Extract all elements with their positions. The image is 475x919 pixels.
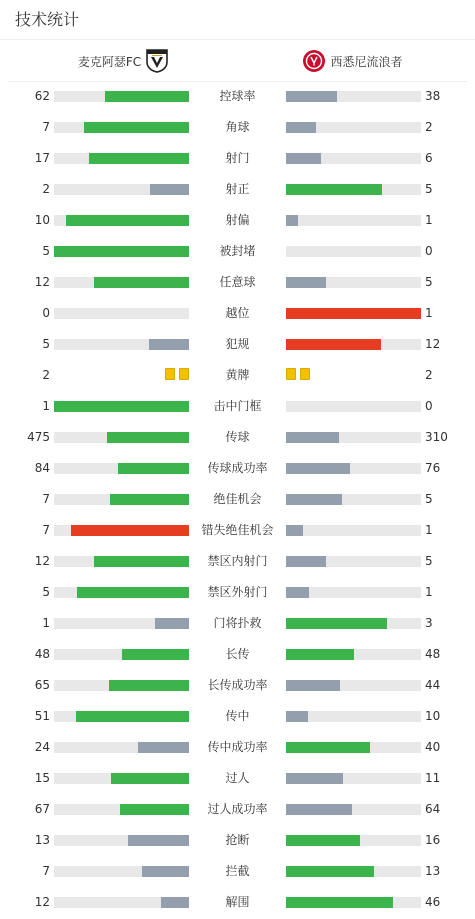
stat-label: 射门: [225, 151, 250, 165]
away-stat-bar-fill: [286, 556, 326, 567]
home-value: 2: [42, 368, 50, 382]
away-stat-bar-fill: [286, 804, 352, 815]
home-stat-bar: [54, 432, 189, 443]
home-stat-bar-fill: [89, 153, 189, 164]
away-stat-bar-fill: [286, 649, 354, 660]
home-stat-bar-fill: [71, 525, 189, 536]
home-stat-bar: [54, 649, 189, 660]
away-stat-bar: [286, 835, 421, 846]
away-stat-bar: [286, 587, 421, 598]
away-value: 46: [425, 895, 441, 909]
stat-row: [0, 670, 475, 701]
away-stat-bar-fill: [286, 773, 343, 784]
page-title: 技术统计: [0, 0, 475, 40]
home-stat-bar: [54, 525, 189, 536]
away-value: 16: [425, 833, 441, 847]
home-stat-bar-fill: [54, 246, 189, 257]
home-stat-bar: [54, 401, 189, 412]
home-stat-bar: [54, 91, 189, 102]
away-stat-bar: [286, 277, 421, 288]
stat-label: 击中门框: [213, 399, 262, 413]
home-value: 48: [34, 647, 50, 661]
stat-row: [0, 546, 475, 577]
away-value: 5: [425, 182, 433, 196]
stat-row: [0, 484, 475, 515]
stat-row: [0, 608, 475, 639]
stat-label: 黄牌: [225, 368, 250, 382]
home-stat-bar: [54, 122, 189, 133]
stat-row: [0, 701, 475, 732]
away-stat-bar: [286, 525, 421, 536]
home-value: 1: [42, 616, 50, 630]
home-value: 62: [34, 89, 50, 103]
stat-label: 角球: [225, 120, 250, 134]
away-stat-bar: [286, 308, 421, 319]
away-team-crest-icon: [302, 49, 326, 73]
home-stat-bar-fill: [109, 680, 190, 691]
stat-row: [0, 453, 475, 484]
home-value: 24: [34, 740, 50, 754]
home-stat-bar: [54, 587, 189, 598]
home-stat-bar: [54, 184, 189, 195]
away-value: 12: [425, 337, 441, 351]
home-value: 5: [42, 337, 50, 351]
away-stat-bar: [286, 432, 421, 443]
home-stat-bar: [54, 866, 189, 877]
away-value: 2: [425, 120, 433, 134]
home-value: 51: [34, 709, 50, 723]
stat-row: [0, 205, 475, 236]
home-value: 10: [34, 213, 50, 227]
home-value: 0: [42, 306, 50, 320]
stat-row: [0, 577, 475, 608]
stat-label: 传中: [225, 709, 250, 723]
away-value: 13: [425, 864, 441, 878]
away-stat-bar: [286, 680, 421, 691]
away-stat-bar-fill: [286, 463, 350, 474]
stat-row: [0, 856, 475, 887]
home-stat-bar-fill: [107, 432, 189, 443]
home-stat-bar-fill: [142, 866, 189, 877]
home-value: 7: [42, 492, 50, 506]
stat-row: [0, 391, 475, 422]
stat-row: [0, 236, 475, 267]
away-value: 5: [425, 554, 433, 568]
home-value: 7: [42, 120, 50, 134]
home-stat-bar-fill: [66, 215, 189, 226]
away-stat-bar: [286, 463, 421, 474]
away-team-name: 西悉尼流浪者: [330, 54, 403, 69]
away-value: 40: [425, 740, 441, 754]
away-value: 1: [425, 523, 433, 537]
yellow-card-icon: [179, 368, 189, 380]
away-stat-bar-fill: [286, 308, 421, 319]
home-stat-bar: [54, 246, 189, 257]
home-stat-bar: [54, 153, 189, 164]
home-value: 12: [34, 554, 50, 568]
away-value: 0: [425, 399, 433, 413]
home-stat-bar: [54, 680, 189, 691]
home-stat-bar-fill: [138, 742, 189, 753]
stat-label: 传中成功率: [207, 740, 268, 754]
away-value: 6: [425, 151, 433, 165]
away-stat-bar: [286, 866, 421, 877]
home-stat-bar-fill: [105, 91, 189, 102]
teams-header: [8, 41, 467, 82]
stat-row: [0, 112, 475, 143]
away-team[interactable]: [238, 41, 467, 81]
away-value: 38: [425, 89, 441, 103]
stat-label: 控球率: [219, 89, 256, 103]
away-value: 310: [425, 430, 448, 444]
stat-label: 射偏: [225, 213, 250, 227]
home-value: 13: [34, 833, 50, 847]
home-stat-bar-fill: [111, 773, 189, 784]
stat-row: [0, 794, 475, 825]
stat-label: 犯规: [225, 337, 250, 351]
stat-label: 任意球: [219, 275, 256, 289]
stat-row: [0, 329, 475, 360]
home-stat-bar-fill: [77, 587, 190, 598]
home-stat-bar: [54, 835, 189, 846]
stat-row: [0, 422, 475, 453]
home-stat-bar-fill: [94, 277, 189, 288]
home-stat-bar-fill: [150, 184, 189, 195]
home-value: 1: [42, 399, 50, 413]
away-stat-bar: [286, 184, 421, 195]
stat-label: 越位: [225, 306, 250, 320]
away-value: 1: [425, 585, 433, 599]
home-stat-bar: [54, 494, 189, 505]
home-stat-bar-fill: [122, 649, 190, 660]
away-stat-bar: [286, 91, 421, 102]
home-stat-bar-fill: [76, 711, 189, 722]
home-stat-bar-fill: [128, 835, 189, 846]
away-stat-bar: [286, 215, 421, 226]
home-value: 15: [34, 771, 50, 785]
home-stat-bar: [54, 711, 189, 722]
away-stat-bar: [286, 804, 421, 815]
home-stat-bar-fill: [94, 556, 189, 567]
stat-label: 抢断: [225, 833, 250, 847]
away-stat-bar-fill: [286, 122, 316, 133]
stat-label: 传球: [225, 430, 250, 444]
away-value: 3: [425, 616, 433, 630]
stat-label: 拦截: [225, 864, 250, 878]
stat-label: 错失绝佳机会: [201, 523, 274, 537]
stat-label: 门将扑救: [213, 616, 262, 630]
stats-list: [0, 81, 475, 918]
away-stat-bar-fill: [286, 91, 337, 102]
home-stat-bar: [54, 339, 189, 350]
away-yellow-cards: [286, 368, 310, 380]
home-stat-bar-fill: [54, 401, 189, 412]
stat-label: 过人: [225, 771, 250, 785]
away-stat-bar: [286, 711, 421, 722]
stat-row: [0, 81, 475, 112]
away-stat-bar: [286, 122, 421, 133]
away-value: 1: [425, 213, 433, 227]
stat-label: 禁区内射门: [207, 554, 268, 568]
away-stat-bar-fill: [286, 680, 340, 691]
away-stat-bar-fill: [286, 742, 370, 753]
away-stat-bar: [286, 494, 421, 505]
away-stat-bar-fill: [286, 494, 342, 505]
away-stat-bar-fill: [286, 277, 326, 288]
away-stat-bar-fill: [286, 215, 298, 226]
away-stat-bar-fill: [286, 618, 387, 629]
yellow-card-icon: [286, 368, 296, 380]
stat-row: [0, 825, 475, 856]
home-value: 7: [42, 523, 50, 537]
yellow-card-icon: [300, 368, 310, 380]
home-stat-bar-fill: [120, 804, 189, 815]
stat-label: 绝佳机会: [213, 492, 262, 506]
away-stat-bar: [286, 649, 421, 660]
home-value: 67: [34, 802, 50, 816]
stat-label: 长传成功率: [207, 678, 268, 692]
stat-row: [0, 639, 475, 670]
away-value: 5: [425, 492, 433, 506]
stat-row: [0, 763, 475, 794]
stat-row: [0, 298, 475, 329]
stat-label: 射正: [225, 182, 250, 196]
stat-row: [0, 174, 475, 205]
home-value: 5: [42, 585, 50, 599]
home-team[interactable]: [8, 41, 238, 81]
away-stat-bar-fill: [286, 587, 309, 598]
stat-row: [0, 267, 475, 298]
away-stat-bar-fill: [286, 897, 393, 908]
home-value: 475: [27, 430, 50, 444]
away-stat-bar: [286, 618, 421, 629]
yellow-card-icon: [165, 368, 175, 380]
away-stat-bar-fill: [286, 432, 339, 443]
home-stat-bar-fill: [149, 339, 189, 350]
away-value: 5: [425, 275, 433, 289]
home-stat-bar-fill: [155, 618, 189, 629]
away-stat-bar: [286, 897, 421, 908]
home-stat-bar: [54, 556, 189, 567]
home-yellow-cards: [165, 368, 189, 380]
away-stat-bar: [286, 401, 421, 412]
home-value: 17: [34, 151, 50, 165]
home-value: 12: [34, 895, 50, 909]
stat-label: 被封堵: [219, 244, 256, 258]
away-value: 2: [425, 368, 433, 382]
home-stat-bar: [54, 618, 189, 629]
away-value: 48: [425, 647, 441, 661]
away-stat-bar: [286, 556, 421, 567]
away-value: 64: [425, 802, 441, 816]
home-team-name: 麦克阿瑟FC: [77, 54, 142, 69]
home-value: 12: [34, 275, 50, 289]
home-stat-bar-fill: [118, 463, 189, 474]
stat-label: 长传: [225, 647, 250, 661]
home-stat-bar-fill: [84, 122, 189, 133]
stat-label: 传球成功率: [207, 461, 268, 475]
away-value: 11: [425, 771, 441, 785]
home-value: 84: [34, 461, 50, 475]
home-value: 7: [42, 864, 50, 878]
away-value: 76: [425, 461, 441, 475]
home-stat-bar: [54, 742, 189, 753]
away-value: 0: [425, 244, 433, 258]
stat-row: [0, 887, 475, 918]
stat-row: [0, 515, 475, 546]
away-stat-bar: [286, 773, 421, 784]
home-stat-bar-fill: [110, 494, 189, 505]
away-stat-bar-fill: [286, 711, 308, 722]
away-value: 1: [425, 306, 433, 320]
away-stat-bar: [286, 153, 421, 164]
away-stat-bar-fill: [286, 835, 360, 846]
stat-row: [0, 732, 475, 763]
away-value: 44: [425, 678, 441, 692]
home-stat-bar: [54, 804, 189, 815]
home-stat-bar: [54, 277, 189, 288]
away-stat-bar: [286, 246, 421, 257]
stat-label: 解围: [225, 895, 250, 909]
away-stat-bar-fill: [286, 184, 382, 195]
stat-row: [0, 360, 475, 391]
home-value: 2: [42, 182, 50, 196]
home-stat-bar: [54, 897, 189, 908]
home-value: 65: [34, 678, 50, 692]
away-stat-bar-fill: [286, 153, 321, 164]
home-stat-bar: [54, 773, 189, 784]
away-stat-bar-fill: [286, 866, 374, 877]
away-stat-bar-fill: [286, 525, 303, 536]
home-stat-bar: [54, 215, 189, 226]
home-stat-bar: [54, 308, 189, 319]
away-value: 10: [425, 709, 441, 723]
home-stat-bar-fill: [161, 897, 189, 908]
stat-label: 禁区外射门: [207, 585, 268, 599]
away-stat-bar: [286, 742, 421, 753]
stat-label: 过人成功率: [207, 802, 268, 816]
home-value: 5: [42, 244, 50, 258]
home-stat-bar: [54, 463, 189, 474]
away-stat-bar: [286, 339, 421, 350]
home-team-crest-icon: [146, 49, 168, 73]
stat-row: [0, 143, 475, 174]
away-stat-bar-fill: [286, 339, 381, 350]
